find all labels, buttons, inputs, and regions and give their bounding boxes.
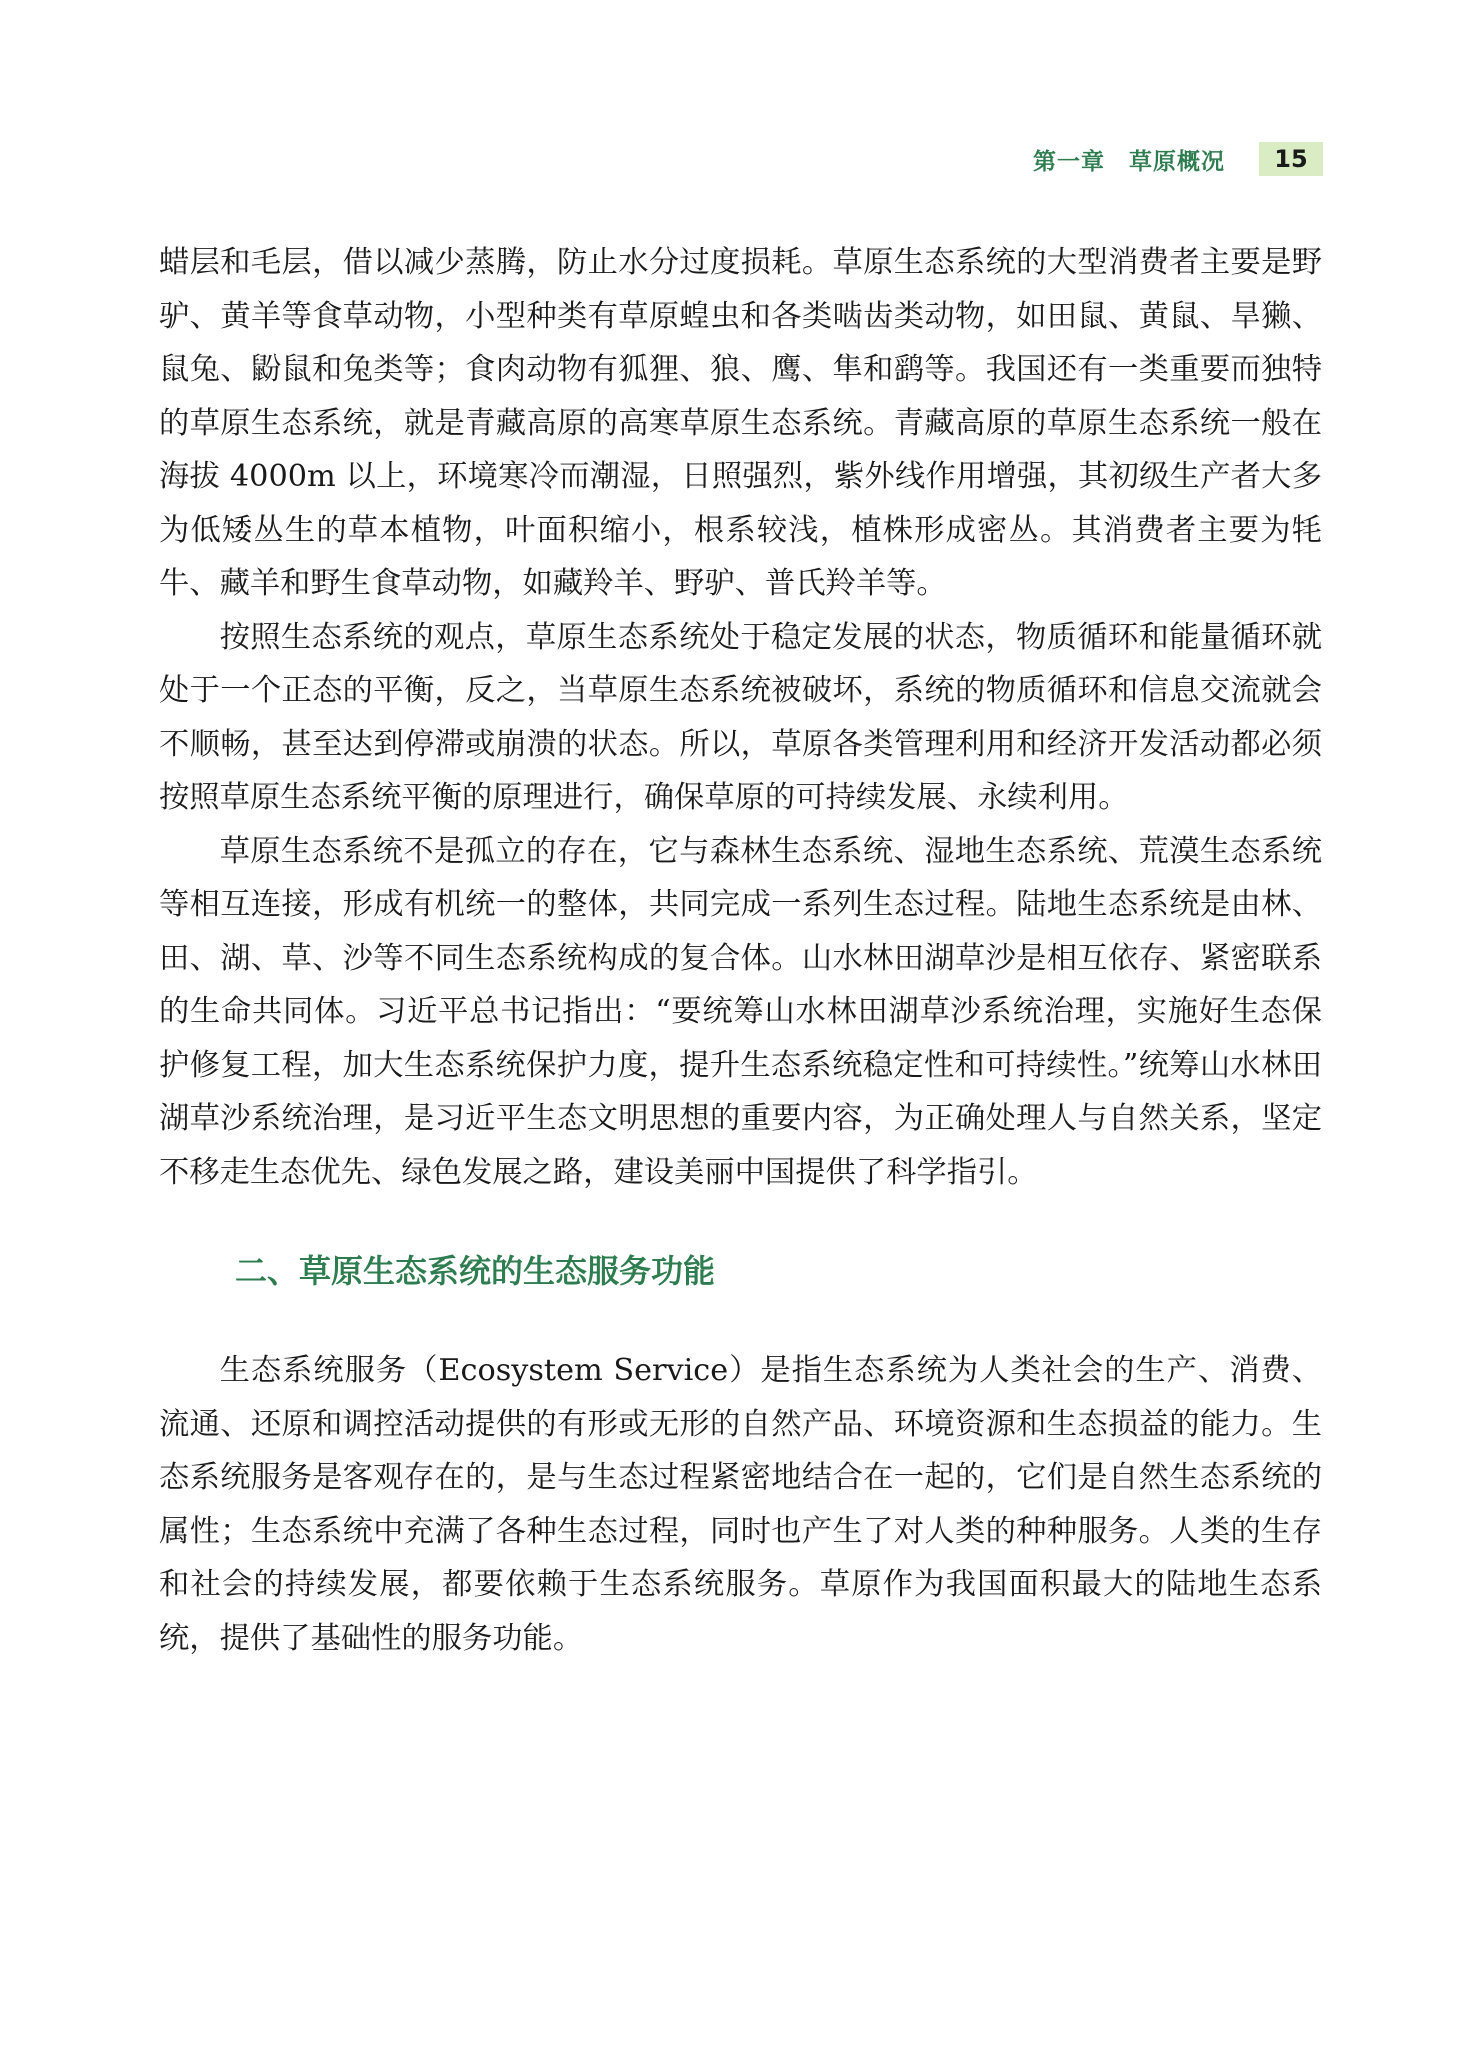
page-body xyxy=(159,236,1322,1665)
chapter-title: 第一章 草原概况 xyxy=(1033,148,1225,175)
page-number-badge xyxy=(1259,142,1323,176)
section-heading: 二、草原生态系统的生态服务功能 xyxy=(235,1252,716,1290)
page-number: 15 xyxy=(1274,145,1308,173)
paragraph-continued: 蜡层和毛层，借以减少蒸腾，防止水分过度损耗。草原生态系统的大型消费者主要是野驴、黄羊等食草动物，小型种类有草原蝗虫和各类啮齿类动物，如田鼠、黄鼠、旱獭、鼠兔、鼢鼠和兔类等；食肉动物有狐狸、狼、鹰、隼和鹞等。我国还有一类重要而独特的草原生态系统，就是青藏高原的高寒草原生态系统。青藏高原的草原生态系统一般在海拔 4000m 以上，环境寒冷而潮湿，日照强烈，紫外线作用增强，其初级生产者大多为低矮丛生的草本植物，叶面积缩小，根系较浅，植株形成密丛。其消费者主要为牦牛、藏羊和野生食草动物，如藏羚羊、野驴、普氏羚羊等。 xyxy=(159,245,1322,601)
paragraph-ecosystem-balance: 按照生态系统的观点，草原生态系统处于稳定发展的状态，物质循环和能量循环就处于一个正态的平衡，反之，当草原生态系统被破坏，系统的物质循环和信息交流就会不顺畅，甚至达到停滞或崩溃的状态。所以，草原各类管理利用和经济开发活动都必须按照草原生态系统平衡的原理进行，确保草原的可持续发展、永续利用。 xyxy=(159,619,1322,815)
paragraph-integrated-governance: 草原生态系统不是孤立的存在，它与森林生态系统、湿地生态系统、荒漠生态系统等相互连接，形成有机统一的整体，共同完成一系列生态过程。陆地生态系统是由林、田、湖、草、沙等不同生态系统构成的复合体。山水林田湖草沙是相互依存、紧密联系的生命共同体。习近平总书记指出：“要统筹山水林田湖草沙系统治理，实施好生态保护修复工程，加大生态系统保护力度，提升生态系统稳定性和可持续性。”统筹山水林田湖草沙系统治理，是习近平生态文明思想的重要内容，为正确处理人与自然关系，坚定不移走生态优先、绿色发展之路，建设美丽中国提供了科学指引。 xyxy=(159,833,1322,1190)
paragraph-ecosystem-services: 生态系统服务（Ecosystem Service）是指生态系统为人类社会的生产、消费、流通、还原和调控活动提供的有形或无形的自然产品、环境资源和生态损益的能力。生态系统服务是客观存在的，是与生态过程紧密地结合在一起的，它们是自然生态系统的属性；生态系统中充满了各种生态过程，同时也产生了对人类的种种服务。人类的生存和社会的持续发展，都要依赖于生态系统服务。草原作为我国面积最大的陆地生态系统，提供了基础性的服务功能。 xyxy=(159,1353,1322,1656)
running-header xyxy=(1033,142,1323,176)
